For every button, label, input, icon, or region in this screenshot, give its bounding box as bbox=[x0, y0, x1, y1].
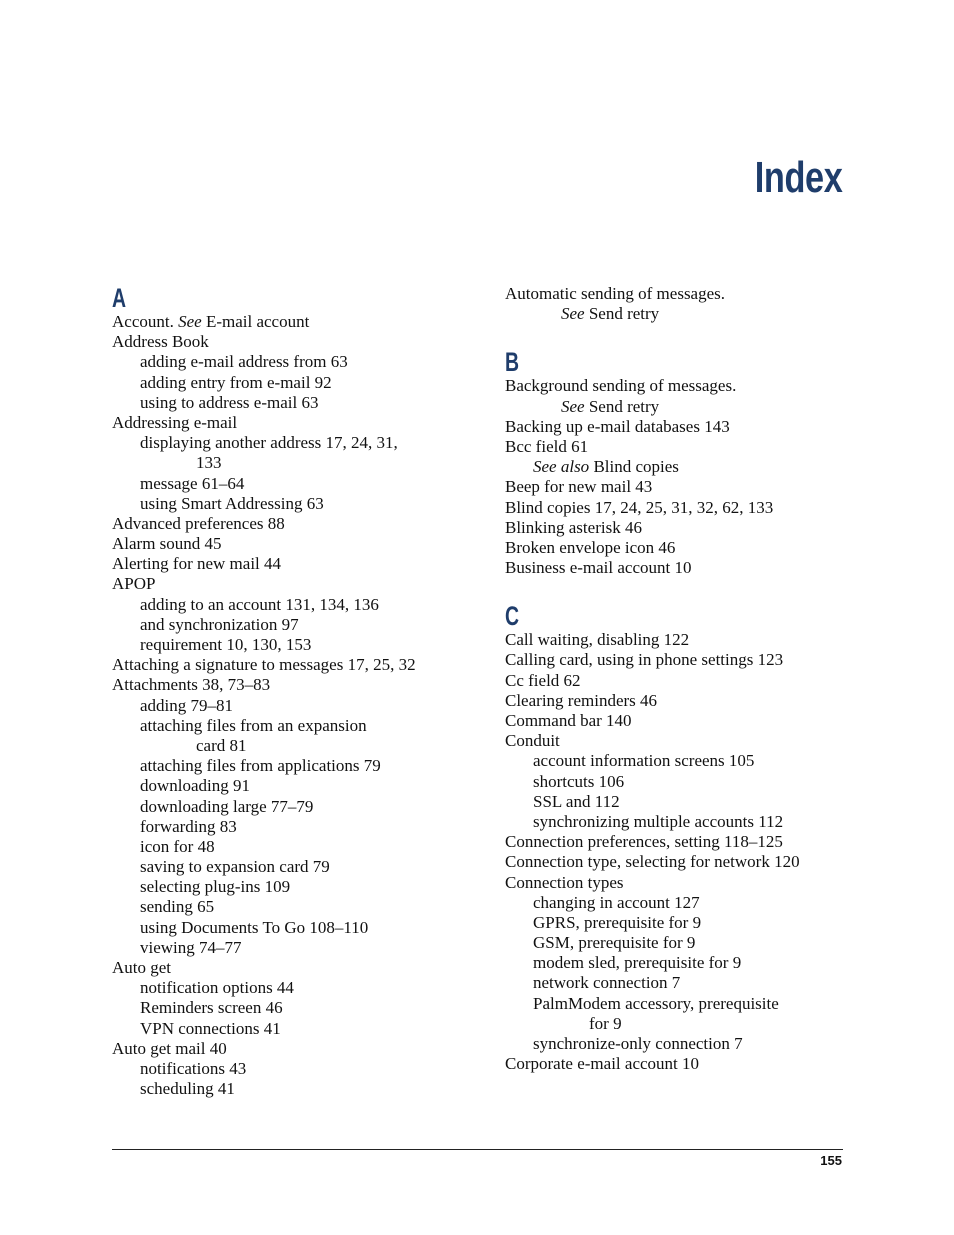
index-subentry: message 61–64 bbox=[140, 473, 245, 493]
entry-text: E-mail account bbox=[201, 312, 310, 331]
index-subentry: changing in account 127 bbox=[533, 892, 700, 912]
index-entry: Attaching a signature to messages 17, 25, 32 bbox=[112, 655, 416, 675]
index-entry: Advanced preferences 88 bbox=[112, 513, 285, 533]
index-subentry: saving to expansion card 79 bbox=[140, 857, 330, 877]
index-subentry: synchronize-only connection 7 bbox=[533, 1034, 743, 1053]
entry-text: Blind copies bbox=[589, 457, 679, 477]
index-entry: Attachments 38, 73–83 bbox=[112, 675, 271, 695]
index-column-right bbox=[505, 284, 875, 1074]
index-subentry: adding e-mail address from 63 bbox=[140, 352, 348, 372]
index-subentry: requirement 10, 130, 153 bbox=[140, 635, 312, 654]
index-subentry: selecting plug-ins 109 bbox=[140, 877, 291, 897]
index-subentry: and synchronization 97 bbox=[140, 614, 299, 634]
index-subentry: downloading large 77–79 bbox=[140, 796, 314, 816]
page-title: Index bbox=[754, 153, 842, 202]
index-subentry: using Smart Addressing 63 bbox=[140, 493, 324, 513]
index-subentry: scheduling 41 bbox=[140, 1079, 235, 1099]
cross-reference-label: See bbox=[561, 396, 585, 416]
index-subentry bbox=[505, 457, 875, 477]
index-subentry: adding 79–81 bbox=[140, 695, 234, 715]
index-subentry: GPRS, prerequisite for 9 bbox=[533, 912, 702, 932]
index-entry: Blinking asterisk 46 bbox=[505, 517, 642, 537]
index-subentry: VPN connections 41 bbox=[140, 1018, 281, 1038]
index-entry: Blind copies 17, 24, 25, 31, 32, 62, 133 bbox=[505, 497, 774, 517]
index-entry: Corporate e-mail account 10 bbox=[505, 1054, 700, 1074]
entry-text: Send retry bbox=[584, 304, 660, 324]
cross-reference-label: See bbox=[561, 304, 585, 324]
index-entry: Conduit bbox=[505, 731, 560, 751]
index-subentry: forwarding 83 bbox=[140, 816, 237, 836]
index-entry: Bcc field 61 bbox=[505, 436, 589, 456]
index-subentry bbox=[505, 397, 875, 417]
index-entry: Connection type, selecting for network 120 bbox=[505, 852, 800, 872]
index-subentry: notifications 43 bbox=[140, 1058, 247, 1078]
index-subentry: using to address e-mail 63 bbox=[140, 392, 319, 412]
index-entry: APOP bbox=[112, 574, 156, 594]
footer-rule bbox=[112, 1149, 843, 1150]
index-entry: Alarm sound 45 bbox=[112, 534, 222, 554]
section-letter: A bbox=[112, 283, 127, 313]
index-entry: Business e-mail account 10 bbox=[505, 558, 692, 578]
section-letter: B bbox=[505, 347, 520, 378]
index-subentry: icon for 48 bbox=[140, 836, 215, 856]
index-entry: Command bar 140 bbox=[505, 711, 632, 730]
index-entry: Connection preferences, setting 118–125 bbox=[505, 832, 783, 852]
index-subentry: adding to an account 131, 134, 136 bbox=[140, 594, 379, 614]
entry-text: Account. bbox=[112, 312, 179, 331]
index-subentry bbox=[505, 304, 875, 324]
cross-reference-label: See bbox=[178, 312, 202, 331]
index-subentry: attaching files from an expansion bbox=[140, 715, 367, 735]
index-entry: Background sending of messages. bbox=[505, 376, 737, 396]
index-subentry: synchronizing multiple accounts 112 bbox=[533, 811, 784, 831]
index-column-left bbox=[112, 284, 482, 1099]
index-subentry: GSM, prerequisite for 9 bbox=[533, 933, 696, 953]
index-entry: Address Book bbox=[112, 332, 209, 352]
index-subentry: SSL and 112 bbox=[533, 791, 620, 811]
index-subentry: modem sled, prerequisite for 9 bbox=[533, 953, 742, 973]
cross-reference-label: See also bbox=[533, 457, 590, 477]
index-subentry: adding entry from e-mail 92 bbox=[140, 372, 332, 392]
index-subentry: for 9 bbox=[589, 1013, 622, 1033]
index-entry: Beep for new mail 43 bbox=[505, 477, 653, 497]
index-entry: Auto get bbox=[112, 958, 172, 977]
index-subentry: notification options 44 bbox=[140, 978, 294, 998]
index-entry: Calling card, using in phone settings 123 bbox=[505, 650, 784, 670]
index-subentry: 133 bbox=[196, 453, 222, 473]
index-subentry: Reminders screen 46 bbox=[140, 998, 283, 1018]
index-entry: Broken envelope icon 46 bbox=[505, 537, 676, 557]
index-subentry: PalmModem accessory, prerequisite bbox=[533, 993, 779, 1013]
section-letter: C bbox=[505, 601, 520, 632]
index-entry: Call waiting, disabling 122 bbox=[505, 630, 690, 650]
index-entry: Automatic sending of messages. bbox=[505, 284, 726, 303]
index-entry: Cc field 62 bbox=[505, 670, 581, 690]
index-entry: Alerting for new mail 44 bbox=[112, 554, 282, 574]
index-entry: Addressing e-mail bbox=[112, 412, 238, 432]
index-entry: Connection types bbox=[505, 872, 624, 892]
index-subentry: using Documents To Go 108–110 bbox=[140, 917, 369, 937]
index-entry bbox=[112, 312, 482, 332]
index-entry: Backing up e-mail databases 143 bbox=[505, 416, 730, 436]
index-subentry: sending 65 bbox=[140, 897, 215, 917]
index-subentry: network connection 7 bbox=[533, 973, 681, 993]
index-subentry: attaching files from applications 79 bbox=[140, 756, 381, 776]
index-subentry: downloading 91 bbox=[140, 776, 251, 796]
index-subentry: viewing 74–77 bbox=[140, 937, 242, 957]
page-number: 155 bbox=[820, 1153, 842, 1168]
index-subentry: shortcuts 106 bbox=[533, 771, 625, 791]
index-subentry: account information screens 105 bbox=[533, 751, 755, 771]
index-subentry: displaying another address 17, 24, 31, bbox=[140, 433, 398, 453]
index-subentry: card 81 bbox=[196, 735, 247, 755]
index-entry: Auto get mail 40 bbox=[112, 1038, 227, 1058]
entry-text: Send retry bbox=[584, 396, 660, 416]
index-entry: Clearing reminders 46 bbox=[505, 690, 658, 710]
